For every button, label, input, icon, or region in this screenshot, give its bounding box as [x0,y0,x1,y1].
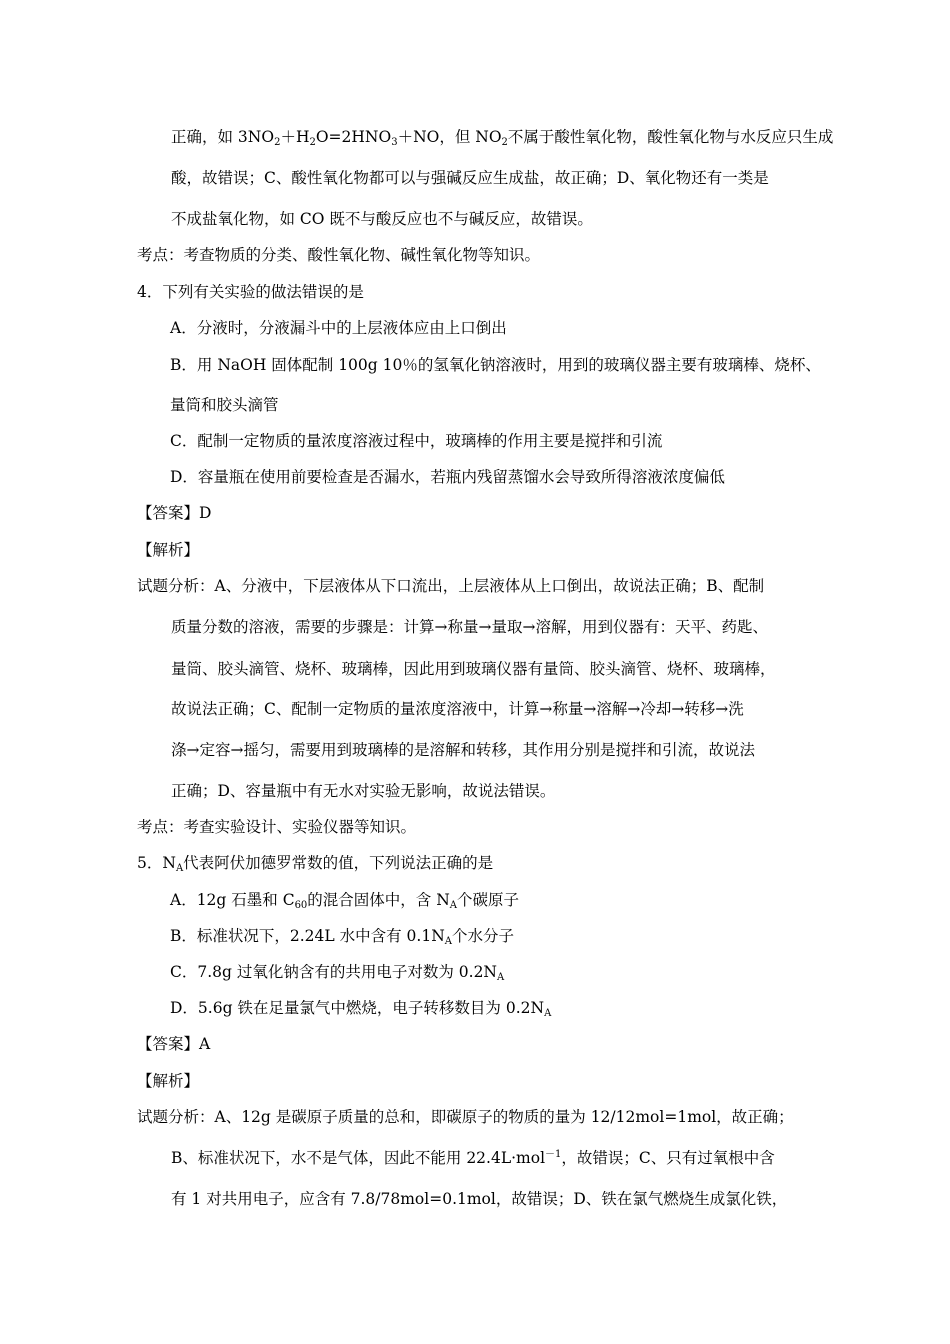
answer-label: 【答案】A [137,1035,211,1053]
option-a: A．分液时，分液漏斗中的上层液体应由上口倒出 [170,319,507,337]
option-c: C．配制一定物质的量浓度溶液过程中，玻璃棒的作用主要是搅拌和引流 [170,432,663,450]
analysis-text: 有 1 对共用电子，应含有 7.8/78mol=0.1mol，故错误；D、铁在氯气燃烧生成氯化铁， [171,1190,788,1208]
option-b-cont: 量筒和胶头滴管 [170,396,279,414]
key-point: 考点：考查实验设计、实验仪器等知识。 [137,818,417,836]
analysis-text: 质量分数的溶液，需要的步骤是：计算→称量→量取→溶解，用到仪器有：天平、药匙、 [171,618,768,636]
analysis-text: 涤→定容→摇匀，需要用到玻璃棒的是溶解和转移，其作用分别是搅拌和引流，故说法 [171,741,755,759]
option-c: C．7.8g 过氧化钠含有的共用电子对数为 $0.2N_A$ [170,963,505,983]
analysis-text: 试题分析：A、分液中，下层液体从下口流出，上层液体从上口倒出，故说法正确；B、配制 [137,577,765,595]
analysis-text: B、标准状况下，水不是气体，因此不能用 22.4L·mol$^{-1}$，故错误；C、只有过氧根中含 [171,1149,775,1167]
option-a: A．12g 石墨和 $C_{60}$的混合固体中，含 $N_A$个碳原子 [170,891,520,911]
analysis-text: 正确；D、容量瓶中有无水对实验无影响，故说法错误。 [171,782,556,800]
analysis-text: 量筒、胶头滴管、烧杯、玻璃棒，因此用到玻璃仪器有量筒、胶头滴管、烧杯、玻璃棒， [171,660,776,678]
option-b: B．用 NaOH 固体配制 100g 10％的氢氧化钠溶液时，用到的玻璃仪器主要有玻璃棒、烧杯、 [170,356,821,374]
text-line: 正确，如 $3NO_2+H_2O=2HNO_3+NO$，但 $NO_2$不属于酸性氧化物，酸性氧化物与水反应只生成 [171,128,834,148]
text-line: 酸，故错误；C、酸性氧化物都可以与强碱反应生成盐，故正确；D、氧化物还有一类是 [171,169,769,187]
question-5: 5．$N_A$代表阿伏加德罗常数的值，下列说法正确的是 [137,854,494,874]
analysis-label: 【解析】 [137,1072,200,1090]
question-4: 4．下列有关实验的做法错误的是 [137,283,364,301]
text-line: 不成盐氧化物，如 CO 既不与酸反应也不与碱反应，故错误。 [171,210,593,228]
option-d: D．5.6g 铁在足量氯气中燃烧，电子转移数目为 $0.2N_A$ [170,999,552,1019]
answer-label: 【答案】D [137,504,212,522]
analysis-text: 故说法正确；C、配制一定物质的量浓度溶液中，计算→称量→溶解→冷却→转移→洗 [171,700,744,718]
analysis-text: 试题分析：A、12g 是碳原子质量的总和，即碳原子的物质的量为 12/12mol=1mol，故正确； [137,1108,794,1126]
key-point: 考点：考查物质的分类、酸性氧化物、碱性氧化物等知识。 [137,246,541,264]
analysis-label: 【解析】 [137,541,200,559]
option-b: B．标准状况下，2.24L 水中含有 $0.1N_A$个水分子 [170,927,515,947]
option-d: D．容量瓶在使用前要检查是否漏水，若瓶内残留蒸馏水会导致所得溶液浓度偏低 [170,468,725,486]
